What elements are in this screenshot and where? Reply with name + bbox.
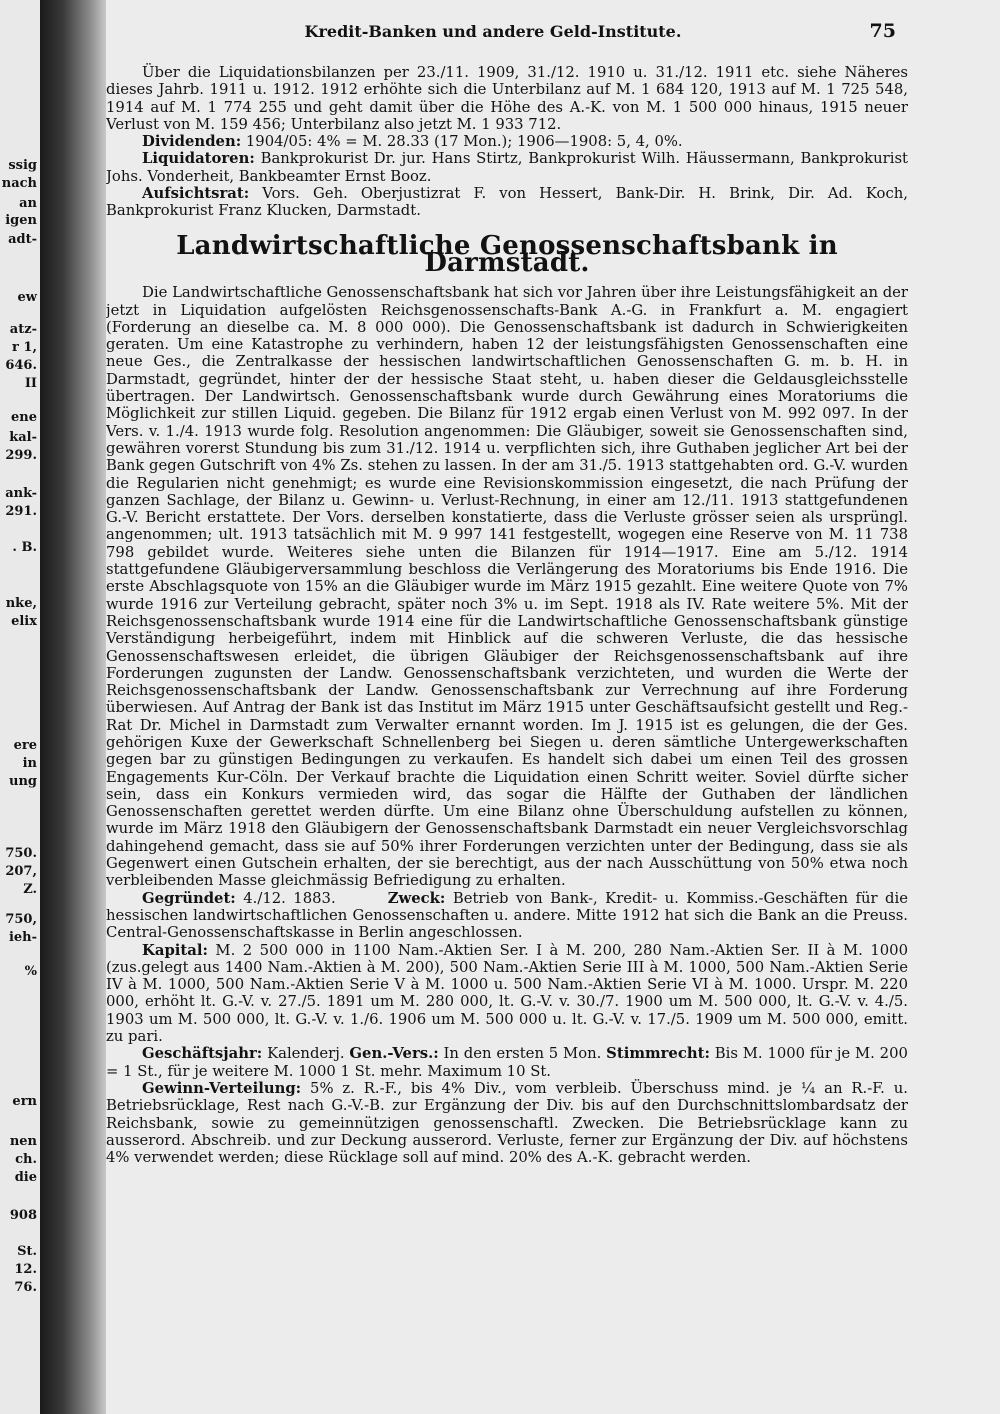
book-gutter: [40, 0, 106, 1414]
margin-fragment: ank-: [5, 486, 37, 501]
margin-fragment: elix: [11, 614, 37, 629]
zweck-text: Betrieb von Bank-, Kredit- u. Kommiss.-Geschäften für die hessischen landwirtschaftlichen Genossenschaften u. andere. Mitte 1912 hat sich die Bank an die Preuss. Central-Genossenschaftskasse in Berlin angeschlossen.: [106, 889, 908, 942]
page-header: [106, 18, 1000, 48]
margin-fragment: 299.: [5, 448, 37, 463]
document-page: [106, 0, 1000, 1414]
margin-fragment: ene: [11, 410, 37, 425]
gewinn-verteilung-entry: [106, 1080, 908, 1166]
genvers-label: Gen.-Vers.:: [349, 1045, 439, 1063]
margin-fragment: nke,: [5, 596, 37, 611]
kapital-text: M. 2 500 000 in 1100 Nam.-Aktien Ser. I à M. 200, 280 Nam.-Aktien Ser. II à M. 1000 (zus.gelegt aus 1400 Nam.-Aktien à M. 200), 500 Nam.-Aktien Serie III à M. 1000, 500 Nam.-Aktien Serie IV à M. 1000, 500 Nam.-Aktien Serie V à M. 1000 u. 500 Nam.-Aktien Serie VI à M. 1000. Urspr. M. 220 000, erhöht lt. G.-V. v. 27./5. 1891 um M. 280 000, lt. G.-V. v. 30./7. 1900 um M. 500 000, lt. G.-V. v. 4./5. 1903 um M. 500 000, lt. G.-V. v. 1./6. 1906 um M. 500 000 u. lt. G.-V. v. 17./5. 1909 um M. 500 000, emitt. zu pari.: [106, 941, 908, 1046]
aufsichtsrat-entry: [106, 185, 908, 220]
margin-fragment: die: [14, 1170, 37, 1185]
margin-fragment: 12.: [14, 1262, 37, 1277]
liquidatoren-text: Bankprokurist Dr. jur. Hans Stirtz, Bankprokurist Wilh. Häussermann, Bankprokurist Johs. Vonderheit, Bankbeamter Ernst Booz.: [106, 150, 908, 185]
margin-fragment: ere: [13, 738, 37, 753]
genvers-text: In den ersten 5 Mon.: [443, 1045, 602, 1063]
margin-fragment: 750.: [5, 846, 37, 861]
section-title: Landwirtschaftliche Genossenschaftsbank in Darmstadt.: [176, 230, 838, 278]
margin-fragment: ern: [12, 1094, 37, 1109]
margin-fragment: ssig: [8, 158, 37, 173]
margin-fragment: II: [24, 376, 37, 391]
gewinn-label: Gewinn-Verteilung:: [142, 1079, 302, 1097]
margin-fragment: ieh-: [8, 930, 37, 945]
stimmrecht-label: Stimmrecht:: [606, 1045, 710, 1063]
running-title: Kredit-Banken und andere Geld-Institute.: [304, 22, 682, 41]
margin-fragment: ch.: [15, 1152, 37, 1167]
margin-fragment: nach: [1, 176, 37, 191]
margin-fragment: 207,: [5, 864, 37, 879]
margin-fragment: atz-: [9, 322, 37, 337]
gegruendet-text: 4./12. 1883.: [243, 889, 336, 907]
margin-fragment: . B.: [12, 540, 37, 555]
margin-fragment: nen: [9, 1134, 37, 1149]
geschaeftsjahr-text: Kalenderj.: [267, 1045, 345, 1063]
page-number: 75: [869, 20, 896, 42]
margin-fragment: ew: [17, 290, 37, 305]
dividenden-text: 1904/05: 4% = M. 28.33 (17 Mon.); 1906—1908: 5, 4, 0%.: [245, 133, 683, 151]
page-content: [106, 64, 908, 1166]
stimmrecht-text: Bis M. 1000 für je M. 200 = 1 St., für je weitere M. 1000 1 St. mehr. Maximum 10 St.: [106, 1045, 908, 1080]
margin-fragment: adt-: [8, 232, 37, 247]
geschaeftsjahr-entry: [106, 1045, 908, 1080]
margin-fragment: ung: [9, 774, 37, 789]
margin-fragment: Z.: [23, 882, 37, 897]
dividenden-entry: [106, 133, 908, 150]
margin-fragment: in: [22, 756, 37, 771]
liquidatoren-entry: [106, 150, 908, 185]
adjacent-page-strip: [0, 0, 40, 1414]
aufsichtsrat-label: Aufsichtsrat:: [142, 185, 250, 203]
dividenden-label: Dividenden:: [142, 133, 242, 151]
section-body: Die Landwirtschaftliche Genossenschaftsbank hat sich vor Jahren über ihre Leistungsfähigkeit an der jetzt in Liquidation aufgelösten Reichsgenossenschafts-Bank A.-G. in Frankfurt a. M. engagiert (Forderung an dieselbe ca. M. 8 000 000). Die Genossenschaftsbank ist dadurch in Schwierigkeiten geraten. Um eine Katastrophe zu verhindern, haben 12 der leistungsfähigsten Genossenschaften eine neue Ges., die Zentralkasse der hessischen landwirtschaftlichen Genossenschaften G. m. b. H. in Darmstadt, gegründet, hinter der der hessische Staat steht, u. haben dieser die Geldausgleichsstelle übertragen. Der Landwirtsch. Genossenschaftsbank wurde durch Gewährung eines Moratoriums die Möglichkeit zur stillen Liquid. gegeben. Die Bilanz für 1912 ergab einen Verlust von M. 992 097. In der Vers. v. 1./4. 1913 wurde folg. Resolution angenommen: Die Gläubiger, soweit sie Genossenschaften sind, gewähren vorerst Stundung bis zum 31./12. 1914 u. verpflichten sich, ihre Guthaben jeglicher Art bei der Bank gegen Gutschrift von 4% Zs. stehen zu lassen. In der am 31./5. 1913 stattgehabten ord. G.-V. wurden die Regularien nicht genehmigt; es wurde eine Revisionskommission eingesetzt, die nach Prüfung der ganzen Sachlage, der Bilanz u. Gewinn- u. Verlust-Rechnung, in einer am 12./11. 1913 stattgefundenen G.-V. Bericht erstattete. Der Vors. derselben konstatierte, dass die Verluste grösser seien als ursprüngl. angenommen; ult. 1913 tatsächlich mit M. 9 997 141 festgestellt, wogegen eine Reserve von M. 11 738 798 gebildet wurde. Weiteres siehe unten die Bilanzen für 1914—1917. Eine am 5./12. 1914 stattgefundene Gläubigerversammlung beschloss die Verlängerung des Moratoriums bis Ende 1916. Die erste Abschlagsquote von 15% an die Gläubiger wurde im März 1915 gezahlt. Eine weitere Quote von 7% wurde 1916 zur Verteilung gebracht, später noch 3% u. im Sept. 1918 als IV. Rate weitere 5%. Mit der Reichsgenossenschaftsbank wurde 1914 eine für die Landwirtschaftliche Genossenschaftsbank günstige Verständigung herbeigeführt, indem mit Hinblick auf die schweren Verluste, die das hessische Genossenschaftswesen erleidet, die übrigen Gläubiger der Reichsgenossenschaftsbank auf ihre Forderungen zugunsten der Landw. Genossenschaftsbank verzichteten, und wurden die Werte der Reichsgenossenschaftsbank der Landw. Genossenschaftsbank zur Verrechnung auf ihre Forderung überwiesen. Auf Antrag der Bank ist das Institut im März 1915 unter Geschäftsaufsicht gestellt und Reg.-Rat Dr. Michel in Darmstadt zum Verwalter ernannt worden. Im J. 1915 ist es gelungen, die der Ges. gehörigen Kuxe der Gewerkschaft Schnellenberg bei Siegen u. deren sämtliche Untergewerkschaften gegen bar zu günstigen Bedingungen zu verkaufen. Es handelt sich dabei um einen Teil des grossen Engagements Kur-Cöln. Der Verkauf brachte die Liquidation einen Schritt weiter. Soviel dürfte sicher sein, dass ein Konkurs vermieden wird, das sogar die Hälfte der Guthaben der ländlichen Genossenschaften gerettet werden dürfte. Um eine Bilanz ohne Überschuldung aufstellen zu können, wurde im März 1918 den Gläubigern der Genossenschaftsbank Darmstadt ein neuer Vergleichsvorschlag dahingehend gemacht, dass sie auf 50% ihrer Forderungen verzichten unter der Bedingung, dass sie als Gegenwert einen Gutschein erhalten, der sie berechtigt, aus der nach Ausschüttung von 50% etwa noch verbleibenden Masse gleichmässig Befriedigung zu erhalten.: [106, 284, 908, 890]
kapital-label: Kapital:: [142, 941, 208, 959]
prev-section-paragraph: Über die Liquidationsbilanzen per 23./11. 1909, 31./12. 1910 u. 31./12. 1911 etc. siehe Näheres dieses Jahrb. 1911 u. 1912. 1912 erhöhte sich die Unterbilanz auf M. 1 684 120, 1913 auf M. 1 725 548, 1914 auf M. 1 774 255 und geht damit über die Höhe des A.-K. von M. 1 500 000 hinaus, 1915 neuer Verlust von M. 159 456; Unterbilanz also jetzt M. 1 933 712.: [106, 64, 908, 133]
aufsichtsrat-text: Vors. Geh. Oberjustizrat F. von Hessert, Bank-Dir. H. Brink, Dir. Ad. Koch, Bankprokurist Franz Klucken, Darmstadt.: [106, 185, 908, 220]
kapital-entry: [106, 942, 908, 1046]
margin-fragment: kal-: [9, 430, 37, 445]
margin-fragment: %: [24, 964, 37, 979]
geschaeftsjahr-label: Geschäftsjahr:: [142, 1045, 263, 1063]
margin-fragment: 908: [9, 1208, 37, 1223]
gewinn-text: 5% z. R.-F., bis 4% Div., vom verbleib. Überschuss mind. je ¼ an R.-F. u. Betriebsrücklage, Rest nach G.-V.-B. zur Ergänzung der Div. bis auf den Durchschnittslombardsatz der Reichsbank, sowie zu gemeinnützigen genossenschaftl. Zwecken. Die Betriebsrücklage kann zu ausserord. Abschreib. und zur Deckung ausserord. Verluste, ferner zur Ergänzung der Div. auf höchstens 4% verwendet werden; diese Rücklage soll auf mind. 20% des A.-K. gebracht werden.: [106, 1079, 908, 1167]
zweck-label: Zweck:: [387, 889, 446, 907]
margin-fragment: 291.: [5, 504, 37, 519]
margin-fragment: 750,: [5, 912, 37, 927]
gegruendet-zweck-entry: [106, 890, 908, 942]
margin-fragment: an: [19, 196, 37, 211]
margin-fragment: 646.: [5, 358, 37, 373]
gegruendet-label: Gegründet:: [142, 889, 236, 907]
margin-fragment: igen: [5, 213, 37, 228]
margin-fragment: r 1,: [12, 340, 37, 355]
margin-fragment: St.: [17, 1244, 37, 1259]
liquidatoren-label: Liquidatoren:: [142, 150, 255, 168]
margin-fragment: 76.: [14, 1280, 37, 1295]
